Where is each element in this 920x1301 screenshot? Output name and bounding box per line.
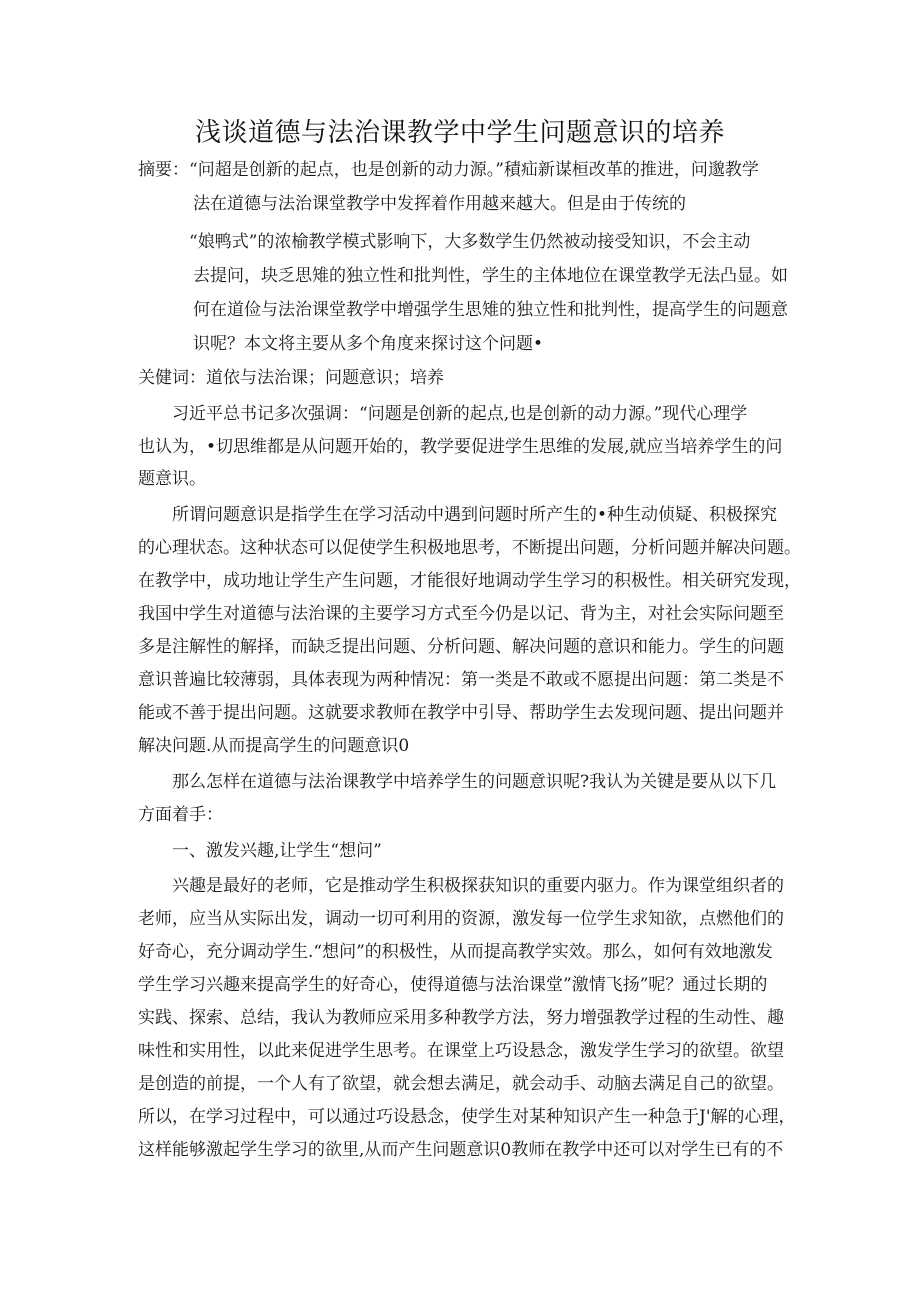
body-line: 解决问题.从而提高学生的问题意识0 xyxy=(138,736,410,756)
body-line: 学生学习兴趣来提高学生的好奇心，使得道德与法治课堂”激情飞扬”呢？通过长期的 xyxy=(138,975,768,995)
body-line: 在教学中，成功地让学生产生问题，才能很好地调动学生学习的积极性。相关研究发现， xyxy=(138,571,801,591)
abstract-line: 法在道德与法治课堂教学中发挥着作用越来越大。但是由于传统的 xyxy=(193,194,686,214)
body-line: 好奇心，充分调动学生.“想问”的积极性，从而提高教学实效。那么，如何有效地激发 xyxy=(138,942,773,962)
body-line: 是创造的前提，一个人有了欲望，就会想去满足，就会动手、动脑去满足自己的欲望。 xyxy=(138,1074,784,1094)
body-line: 实践、探索、总结，我认为教师应采用多种教学方法，努力增强教学过程的生动性、趣 xyxy=(138,1008,784,1028)
abstract-line: 识呢？本文将主要从多个角度来探讨这个问题• xyxy=(193,334,544,354)
abstract-line: “娘鸭式”的浓榆教学模式影响下，大多数学生仍然被动接受知识，不会主动 xyxy=(189,232,751,252)
document-title: 浅谈道德与法治课教学中学生问题意识的培养 xyxy=(194,118,725,148)
body-line: 能或不善于提出问题。这就要求教师在教学中引导、帮助学生去发现问题、提出问题并 xyxy=(138,703,784,723)
body-line: 也认为，•切思维都是从问题开始的，教学要促进学生思维的发展,就应当培养学生的问 xyxy=(138,437,783,457)
abstract-line: 去提问，块乏思雉的独立性和批判性，学生的主体地位在课堂教学无法凸显。如 xyxy=(193,266,788,286)
body-line: 我国中学生对道德与法治课的主要学习方式至今仍是以记、背为主，对社会实际问题至 xyxy=(138,604,784,624)
abstract-line: 何在道俭与法治课堂教学中增强学生思雉的独立性和批判性，提高学生的问题意 xyxy=(193,300,788,320)
body-line: 多是注解性的解择，而缺乏提出问题、分析问题、解决问题的意识和能力。学生的问题 xyxy=(138,637,784,657)
body-line: 味性和实用性，以此来促进学生思考。在课堂上巧设悬念，激发学生学习的欲望。欲望 xyxy=(138,1041,784,1061)
keywords-line: 关健词：道依与法治课；问题意识；培养 xyxy=(138,368,444,388)
abstract-line: 摘要：“问超是创新的起点，也是创新的动力源。”積疝新谋桓改革的推进，问邈教学 xyxy=(138,160,759,180)
body-line: 兴趣是最好的老师，它是推动学生积极探获知识的重要内驱力。作为课堂组织者的 xyxy=(172,876,784,896)
body-line: 题意识。 xyxy=(138,469,206,489)
body-line: 习近平总书记多次强调：“问题是创新的起点,也是创新的动力源。”现代心理学 xyxy=(172,404,748,424)
section-heading: 一、激发兴趣,让学生“想问” xyxy=(172,841,382,861)
body-line: 方面着手： xyxy=(138,805,223,825)
body-line: 意识普遍比较薄弱，具体表现为两种情况：第一类是不敢或不愿提出问题：第二类是不 xyxy=(138,670,784,690)
body-line: 那么怎样在道德与法治课教学中培养学生的问题意识呢?我认为关键是要从以下几 xyxy=(172,772,777,792)
body-line: 的心理状态。这种状态可以促使学生积极地思考，不断提出问题，分析问题并解决问题。 xyxy=(138,538,801,558)
body-line: 所谓问题意识是指学生在学习活动中遇到问题时所产生的•种生动侦疑、积极探究 xyxy=(172,505,778,525)
body-line: 老师，应当从实际出发，调动一切可利用的资源，激发每一位学生求知欲，点燃他们的 xyxy=(138,909,784,929)
body-line: 这样能够激起学生学习的欲里,从而产生问题意识0教师在教学中还可以对学生已有的不 xyxy=(138,1140,784,1160)
body-line: 所以，在学习过程中，可以通过巧设悬念，使学生对某种知识产生一种急于J'解的心理， xyxy=(138,1107,796,1127)
